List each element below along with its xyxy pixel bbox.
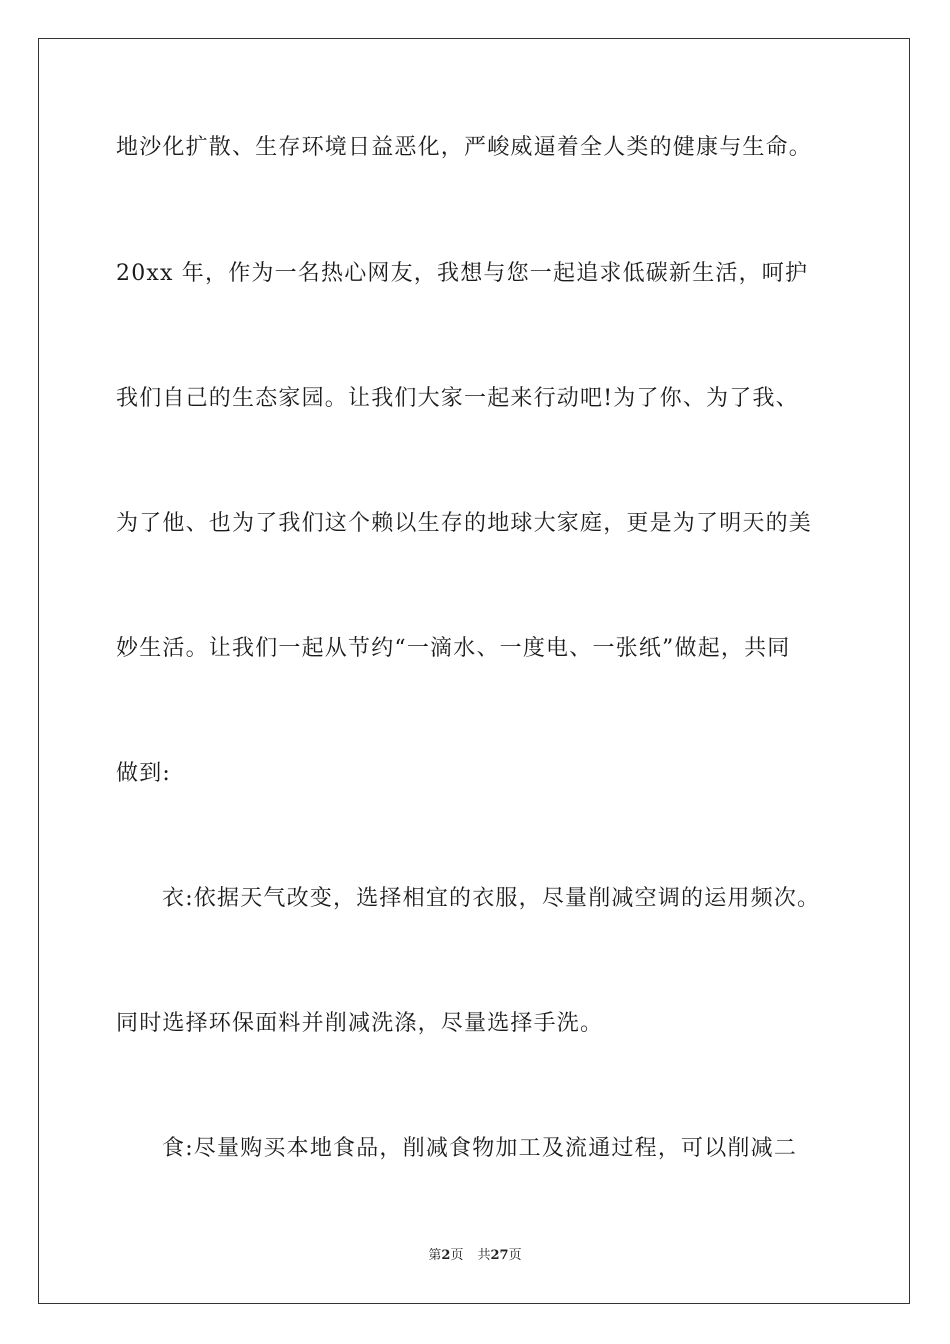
paragraph-line-clothing: 衣:依据天气改变，选择相宜的衣服，尽量削减空调的运用频次。 bbox=[162, 886, 821, 911]
page-current: 2 bbox=[441, 1248, 451, 1263]
text-line: 我们自己的生态家园。让我们大家一起来行动吧!为了你、为了我、 bbox=[116, 386, 799, 411]
text-line: 妙生活。让我们一起从节约“一滴水、一度电、一张纸”做起，共同 bbox=[116, 636, 791, 661]
text-line: 为了他、也为了我们这个赖以生存的地球大家庭，更是为了明天的美 bbox=[116, 511, 813, 536]
page-unit: 页 bbox=[450, 1248, 464, 1263]
paragraph-line-food: 食:尽量购买本地食品，削减食物加工及流通过程，可以削减二 bbox=[162, 1136, 798, 1161]
total-prefix: 共 bbox=[477, 1248, 491, 1263]
page-footer bbox=[0, 1247, 950, 1265]
total-unit: 页 bbox=[508, 1248, 522, 1263]
text-line: 做到: bbox=[116, 761, 172, 786]
text-line: 地沙化扩散、生存环境日益恶化，严峻威逼着全人类的健康与生命。 bbox=[116, 135, 813, 160]
page-frame bbox=[38, 38, 910, 1304]
text-line: 20xx 年，作为一名热心网友，我想与您一起追求低碳新生活，呵护 bbox=[116, 261, 809, 286]
text-line: 同时选择环保面料并削减洗涤，尽量选择手洗。 bbox=[116, 1011, 604, 1036]
page-prefix: 第 bbox=[428, 1248, 442, 1263]
page-total: 27 bbox=[490, 1248, 509, 1263]
